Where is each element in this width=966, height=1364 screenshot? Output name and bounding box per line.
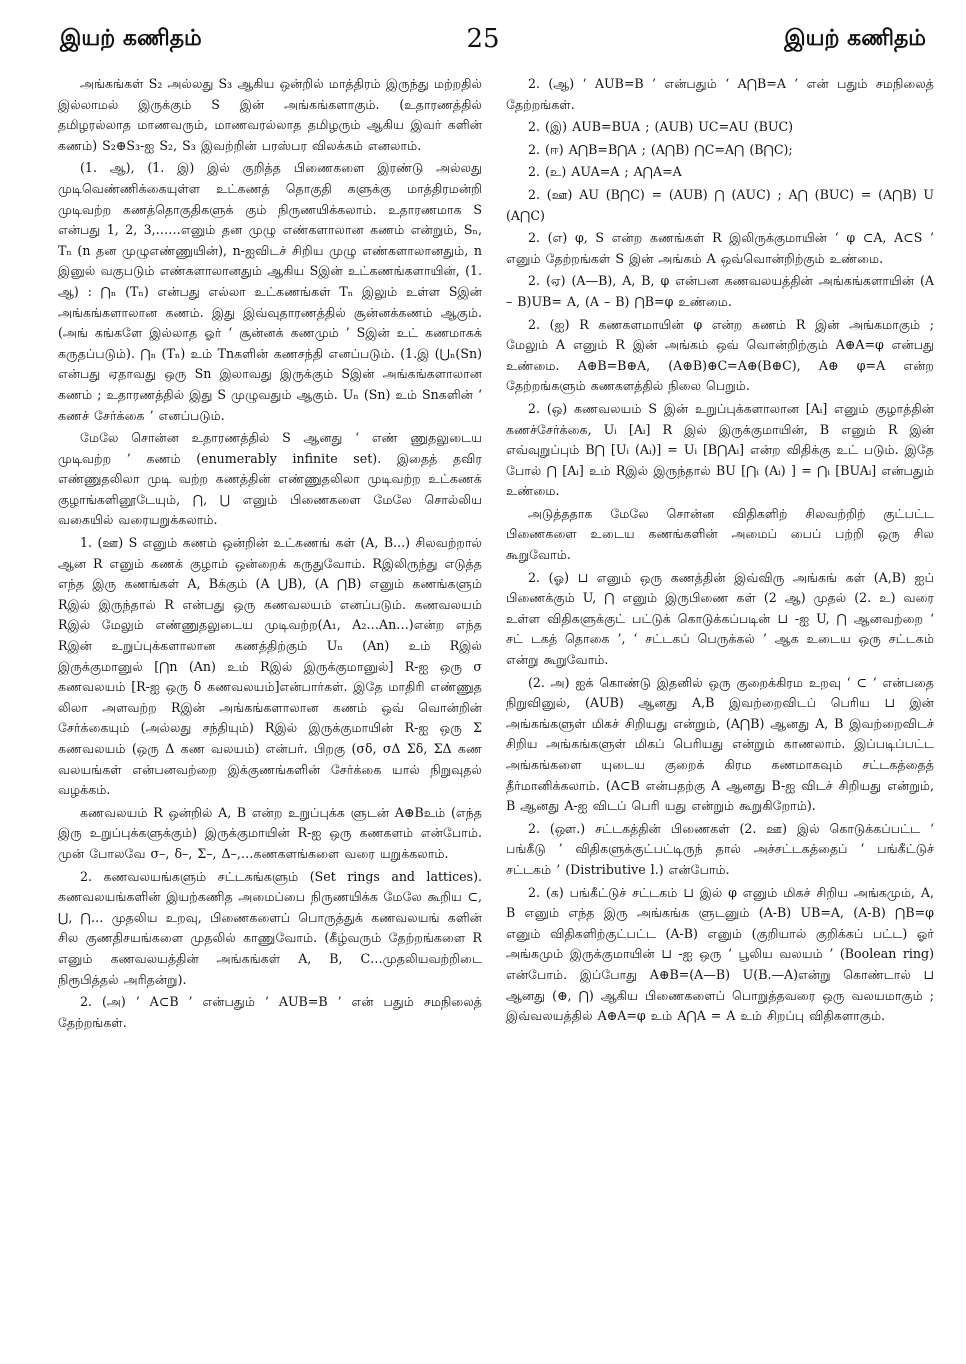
paragraph: கணவலயம் R ஒன்றில் A, B என்ற உறுப்புக்க ளுடன் A⊕Bஉம் (எந்த இரு உறுப்புக்களுக்கும்) இருக்குமாயின் R-ஐ ஒரு கணகளம் என்போம். முன் போலவே σ–, δ–, Σ–, Δ–,…கணகளங்களை வரை யறுக்கலாம். (58, 804, 482, 861)
paragraph: (1. ஆ), (1. இ) இல் குறித்த பிணைகளை இரண்டு அல்லது முடிவெண்ணிக்கையுள்ள உட்கணத் தொகுதி களுக்கு மாத்திரமன்றி முடிவற்ற கணத்தொகுதிகளுக் கும் நிருணயிக்கலாம். உதாரணமாக S என்பது 1, 2, 3,……எனும் தன முழு எண்களாலான கணம் என்றும், Sₙ, Tₙ (n தன முழுஎண்ணுயின்), n-ஐவிடச் சிறிய முழு எண்களாலானதும், n இனுல் வகுபடும் எண்களாலானதும் ஆகிய Sஇன் உட்கணங்களாயின், (1. ஆ) : ⋂ₙ (Tₙ) என்பது எல்லா உட்கணங்கள் Tₙ இலும் உள்ள Sஇன் அங்கங்களாலான கணம். இது இவ்வுதாரணத்தில் சூன்னக்கணம் ஆகும். (அங் கங்களே இல்லாத ஓர் ‘ சூன்னக் கணமும் ’ Sஇன் உட் கணமாகக் கருதப்படும்). ⋂ₙ (Tₙ) உம் Tnகளின் கணசந்தி எனப்படும். (1.இ (⋃ₙ(Sn) என்பது ஏதாவது ஒரு Sn இலாவது இருக்கும் Sஇன் அங்கங்களாலான கணம் ; உதாரணத்தில் இது S முழுவதும் ஆகும். Uₙ (Sn) உம் Snகளின் ‘ கணச் சேர்க்கை ’ எனப்படும். (58, 160, 482, 423)
paragraph: 2. (எ) φ, S என்ற கணங்கள் R இலிருக்குமாயின் ‘ φ ⊂A, A⊂S ’ எனும் தேற்றங்கள் S இன் அங்கம் A ஒவ்வொன்றிற்கும் உண்மை. (506, 230, 934, 266)
paragraph: 2. (ஔ.) சட்டகத்தின் பிணைகள் (2. ஊ) இல் கொடுக்கப்பட்ட ‘ பங்கீடு ’ விதிகளுக்குட்பட்டிருந் தால் அச்சட்டகத்தைப் ‘ பங்கீட்டுச் சட்டகம் ’ (Distributive l.) என்போம். (506, 820, 934, 877)
paragraph: மேலே சொன்ன உதாரணத்தில் S ஆனது ‘ எண் ணுதலுடைய முடிவற்ற ’ கணம் (enumerably infinite set). இதைத் தவிர எண்ணுதலிலா முடி வற்ற கணத்தின் எண்ணுதலிலா முடிவற்ற உட்கணக் குழாங்களினூடேயும், ⋂, ⋃ எனும் பிணைகளை மேலே சொல்லிய வகையில் வரையறுக்கலாம். (58, 430, 482, 528)
page-header (0, 0, 966, 62)
paragraph: (2. அ) ஐக் கொண்டு இதனில் ஒரு குறைக்கிரம உறவு ‘ ⊂ ’ என்பதை நிறுவினுல், (AUB) ஆனது A,B இவற்றைவிடப் பெரிய ⊔ இன் அங்கங்களுள் மிகச் சிறியது என்றும், (A⋂B) ஆனது A, B இவற்றைவிடச் சிறிய அங்கங்களுள் மிகப் பெரியது என்றும் காணலாம். இப்படிப்பட்ட அங்கங்களை யுடைய குறைக் கிரம கணமாகவும் சட்டகத்தைத் தீர்மானிக்கலாம். (A⊂B என்பதற்கு A ஆனது B-ஐ விடச் சிறியது என்றும், B ஆனது A-ஐ விடப் பெரி யது என்றும் கூறுகிறோம்). (506, 674, 934, 814)
paragraph: 2. (ஓ) ⊔ எனும் ஒரு கணத்தின் இவ்விரு அங்கங் கள் (A,B) ஐப் பிணைக்கும் U, ⋂ எனும் இருபிணை கள் (2 ஆ) முதல் (2. உ) வரை உள்ள விதிகளுக்குட் பட்டுக் கொடுக்கப்படின் ⊔ -ஐ U, ⋂ ஆனவற்றை ‘ சட் டகத் தொகை ’, ‘ சட்டகப் பெருக்கல் ’ ஆக உடைய ஒரு சட்டகம் என்று கூறுவோம். (506, 569, 934, 668)
paragraph: 2. கணவலயங்களும் சட்டகங்களும் (Set rings and lattices). கணவலயங்களின் இயற்கணித அமைப்பை நிருணயிக்க மேலே கூறிய ⊂, ⋃, ⋂… முதலிய உறவு, பிணைகளைப் பொருத்துக் கணவலயங் களின் சில குணதிசயங்களை முதலில் காணுவோம். (கீழ்வரும் தேற்றங்களை R எனும் கணவலயத்தின் அங்கங்கள் A, B, C…முதலியவற்றிடை நிரூபித்தல் அரிதன்று). (58, 868, 482, 987)
paragraph: 2. (உ) AUA=A ; A⋂A=A (528, 164, 682, 180)
paragraph: 2. (இ) AUB=BUA ; (AUB) UC=AU (BUC) (528, 119, 794, 135)
paragraph: 2. (அ) ‘ A⊂B ’ என்பதும் ‘ AUB=B ’ என் பதும் சமநிலைத் தேற்றங்கள். (58, 994, 482, 1030)
paragraph: 2. (ஏ) (A—B), A, B, φ என்பன கணவலயத்தின் அங்கங்களாயின் (A – B)UB= A, (A – B) ⋂B=φ உண்மை. (506, 273, 934, 309)
paragraph: 2. (க) பங்கீட்டுச் சட்டகம் ⊔ இல் φ எனும் மிகச் சிறிய அங்கமும், A, B எனும் எந்த இரு அங்கங்க ளுடனும் (A-B) UB=A, (A-B) ⋂B=φ எனும் விதிகளிற்குட்பட்ட (A-B) எனும் (குறியால் குறிக்கப் பட்ட) ஓர் அங்கமும் இருக்குமாயின் ⊔ -ஐ ஒரு ‘ பூலிய வலயம் ’ (Boolean ring) என்போம். இப்போது A⊕B=(A—B) U(B.—A)என்று கொண்டால் ⊔ ஆனது (⊕, ⋂) ஆகிய பிணைகளைப் பொறுத்தவரை ஒரு வலயமாகும் ; இவ்வலயத்தில் A⊕A=φ உம் A⋂A = A உம் சிறப்பு விதிகளாகும். (506, 884, 934, 1024)
paragraph: 1. (ஊ) S எனும் கணம் ஒன்றின் உட்கணங் கள் (A, B...) சிலவற்றால் ஆன R எனும் கணக் குழாம் ஒன்றைக் கருதுவோம். Rஇலிருந்து எடுத்த எந்த இரு கணங்கள் A, Bக்கும் (A ⋃B), (A ⋂B) எனும் கணங்களும் Rஇல் இருந்தால் R என்பது ஒரு கணவலயம் எனப்படும். கணவலயம் Rஇல் மேலும் எண்ணுதலுடைய முடிவற்ற(A₁, A₂…An…)என்ற எந்த Rஇன் உறுப்புக்களாலான கணத்திற்கும் Uₙ (An) உம் Rஇல் இருக்குமானுல் [⋂n (An) உம் Rஇல் இருக்குமானுல்] R-ஐ ஒரு σ கணவலயம் [R-ஐ ஒரு δ கணவலயம்]என்பார்கள். இதே மாதிரி எண்ணுத லிலா அளவற்ற Rஇன் அங்கங்களாலான கணம் ஒவ் வொன்றின் சேர்க்கையும் (அல்லது சந்தியும்) Rஇல் இருக்குமாயின் R-ஐ ஒரு Σ கணவலயம் (ஒரு Δ கண வலயம்) என்பர். பிறகு (σδ, σΔ Σδ, ΣΔ கண வலயங்கள் என்பனவற்றை இக்குணங்களின் சேர்க்கை யால் நிறுவுதல் வழக்கம். (58, 535, 482, 798)
paragraph: 2. (ஈ) A⋂B=B⋂A ; (A⋂B) ⋂C=A⋂ (B⋂C); (528, 141, 793, 157)
paragraph: 2. (ஆ) ‘ AUB=B ’ என்பதும் ‘ A⋂B=A ’ என் பதும் சமநிலைத் தேற்றங்கள். (506, 76, 934, 112)
page-number: 25 (466, 24, 500, 54)
left-column (58, 74, 482, 1354)
running-head-left: இயற் கணிதம் (60, 26, 202, 51)
paragraph: அடுத்ததாக மேலே சொன்ன விதிகளிற் சிலவற்றிற் குட்பட்ட பிணைகளை உடைய கணங்களின் அமைப் பைப் பற்றி ஒரு சில கூறுவோம். (506, 505, 934, 563)
paragraph: 2. (ஒ) கணவலயம் S இன் உறுப்புக்களாலான [Aᵢ] எனும் குழாத்தின் கணச்சேர்க்கை, Uᵢ [Aᵢ] R இல் இருக்குமாயின், B எனும் R இன் எவ்வுறுப்பும் B⋂ [Uᵢ (Aᵢ)] = Uᵢ [B⋂Aᵢ] என்ற விதிக்கு உட் படும். இதே போல் ⋂ [Aᵢ] உம் Rஇல் இருந்தால் BU [⋂ᵢ (Aᵢ) ] = ⋂ᵢ [BUAᵢ] என்பதும் உண்மை. (506, 400, 934, 499)
paragraph: அங்கங்கள் S₂ அல்லது S₃ ஆகிய ஒன்றில் மாத்திரம் இருந்து மற்றதில் இல்லாமல் இருக்கும் S இன் அங்கங்களாகும். (உதாரணத்தில் தமிழரல்லாத மாணவரும், மாணவரல்லாத தமிழரும் ஆகிய இவர் களின் கணம்) S₂⊕S₃-ஐ S₂, S₃ இவற்றின் பரஸ்பர விலக்கம் எனலாம். (58, 76, 482, 153)
right-column (506, 74, 934, 1354)
paragraph: 2. (ஊ) AU (B⋂C) = (AUB) ⋂ (AUC) ; A⋂ (BUC) = (A⋂B) U (A⋂C) (506, 186, 934, 223)
running-head-right: இயற் கணிதம் (784, 26, 926, 51)
paragraph: 2. (ஐ) R கணகளமாயின் φ என்ற கணம் R இன் அங்கமாகும் ; மேலும் A எனும் R இன் அங்கம் ஒவ் வொன்றிற்கும் A⊕A=φ என்பது உண்மை. A⊕B=B⊕A, (A⊕B)⊕C=A⊕(B⊕C), A⊕ φ=A என்ற தேற்றங்களும் கணகளத்தில் நிலை பெறும். (506, 316, 934, 394)
